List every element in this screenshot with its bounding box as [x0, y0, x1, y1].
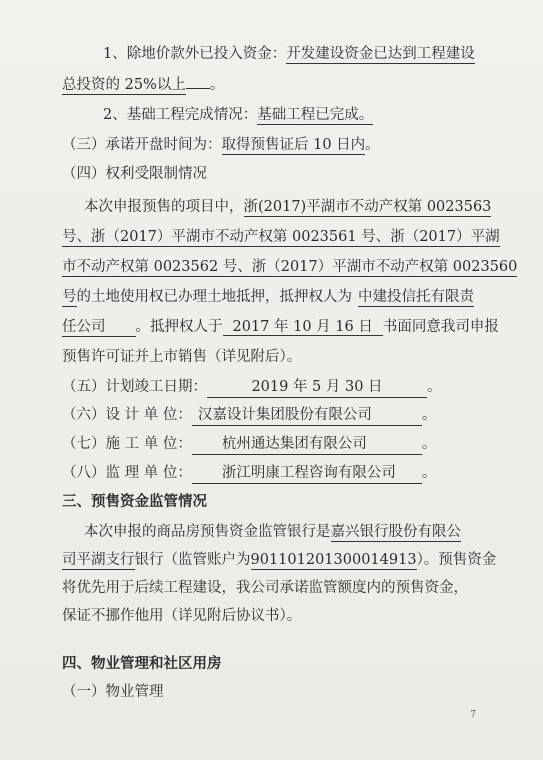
- item2-value: 基础工程已完成。: [257, 107, 374, 123]
- item8-label: （八）监 理 单 位：: [62, 465, 192, 481]
- item3-line: [62, 135, 543, 155]
- section3-text: ）。预售资金: [416, 552, 497, 568]
- item3-value: 取得预售证后 10 日内: [221, 137, 366, 153]
- item5-value: 2019 年 5 月 30 日: [251, 379, 383, 395]
- item8-blank: [192, 463, 422, 484]
- item7-line: [62, 434, 543, 455]
- item7-value: 杭州通达集团有限公司: [221, 436, 367, 452]
- certificate-number: 浙(2017)平湖市不动产权第 0023563: [243, 199, 492, 215]
- restrict-line3: [62, 257, 543, 277]
- restrict-line6: 预售许可证并上市销售（详见附后）。: [62, 349, 302, 365]
- item5-line: [62, 377, 543, 398]
- certificate-numbers: 市不动产权第 0023562 号、浙（2017）平湖市不动产权第 0023560: [62, 259, 518, 275]
- item1-label: 1、除地价款外已投入资金：: [103, 46, 287, 62]
- item8-value: 浙江明康工程咨询有限公司: [221, 465, 396, 481]
- certificate-numbers: 号、浙（2017）平湖市不动产权第 0023561 号、浙（2017）平湖: [62, 229, 500, 245]
- section3-line4: 保证不挪作他用（详见附后协议书）。: [62, 608, 302, 624]
- item6-value: 汉嘉设计集团股份有限公司: [197, 407, 372, 423]
- page-number: 7: [470, 710, 476, 720]
- item2-line: [103, 105, 543, 125]
- item3-label: （三）承诺开盘时间为：: [62, 137, 222, 153]
- section4-heading: 四、物业管理和社区用房: [62, 655, 222, 672]
- section3-line3: 将优先用于后续工程建设，我公司承诺监管额度内的预售资金，: [62, 580, 468, 596]
- period: 。: [365, 137, 380, 153]
- item1-value-line2: 总投资的 25%以上: [62, 77, 186, 93]
- item1-line2: [62, 74, 543, 95]
- period: 。: [421, 436, 437, 452]
- blank-underline: [186, 74, 210, 89]
- section3-text: 银行（监管账户为: [134, 552, 251, 568]
- section3-text: 本次申报的商品房预售资金监管银行是: [84, 524, 331, 540]
- section3-line2: [62, 550, 543, 570]
- item5-label: （五）计划竣工日期：: [62, 379, 207, 395]
- mortgagee: 中建投信托有限责: [358, 289, 474, 305]
- item7-label: （七）施 工 单 位：: [62, 436, 192, 452]
- period: 。: [427, 379, 442, 395]
- restrict-text: 书面同意我司申报: [382, 319, 499, 335]
- item5-blank: [207, 377, 427, 398]
- item2-label: 2、基础工程完成情况：: [103, 107, 258, 123]
- period: 。: [421, 407, 437, 423]
- section3-line1: [84, 522, 543, 542]
- item6-label: （六）设 计 单 位：: [62, 407, 192, 423]
- section4-sub1: （一）物业管理: [62, 684, 164, 700]
- restrict-text: 本次申报预售的项目中，: [84, 199, 244, 215]
- item4-heading: （四）权利受限制情况: [62, 166, 207, 182]
- item8-line: [62, 463, 543, 484]
- bank-branch: 司平湖支行: [62, 552, 135, 568]
- restrict-text: 的土地使用权已办理土地抵押，抵押权人为: [76, 289, 352, 305]
- restrict-line5: [62, 317, 543, 337]
- period: 。: [209, 77, 225, 93]
- certificate-suffix: 号: [62, 289, 77, 305]
- bank-name: 嘉兴银行股份有限公: [330, 524, 461, 540]
- section3-heading: 三、预售资金监管情况: [62, 493, 207, 510]
- restrict-line2: [62, 227, 543, 247]
- item6-line: [62, 405, 543, 426]
- item6-blank: [192, 405, 422, 426]
- item7-blank: [192, 434, 422, 455]
- period: 。: [421, 465, 437, 481]
- restrict-text: 。抵押权人于: [135, 319, 223, 335]
- item1-line1: [103, 44, 543, 64]
- mortgagee-tail: 任公司: [62, 319, 136, 337]
- item1-value-line1: 开发建设资金已达到工程建设: [286, 46, 475, 62]
- account-number: 901101201300014913: [250, 552, 417, 568]
- restrict-line1: [84, 197, 543, 217]
- consent-date: 2017 年 10 月 16 日: [223, 319, 383, 336]
- restrict-line4: [62, 287, 543, 307]
